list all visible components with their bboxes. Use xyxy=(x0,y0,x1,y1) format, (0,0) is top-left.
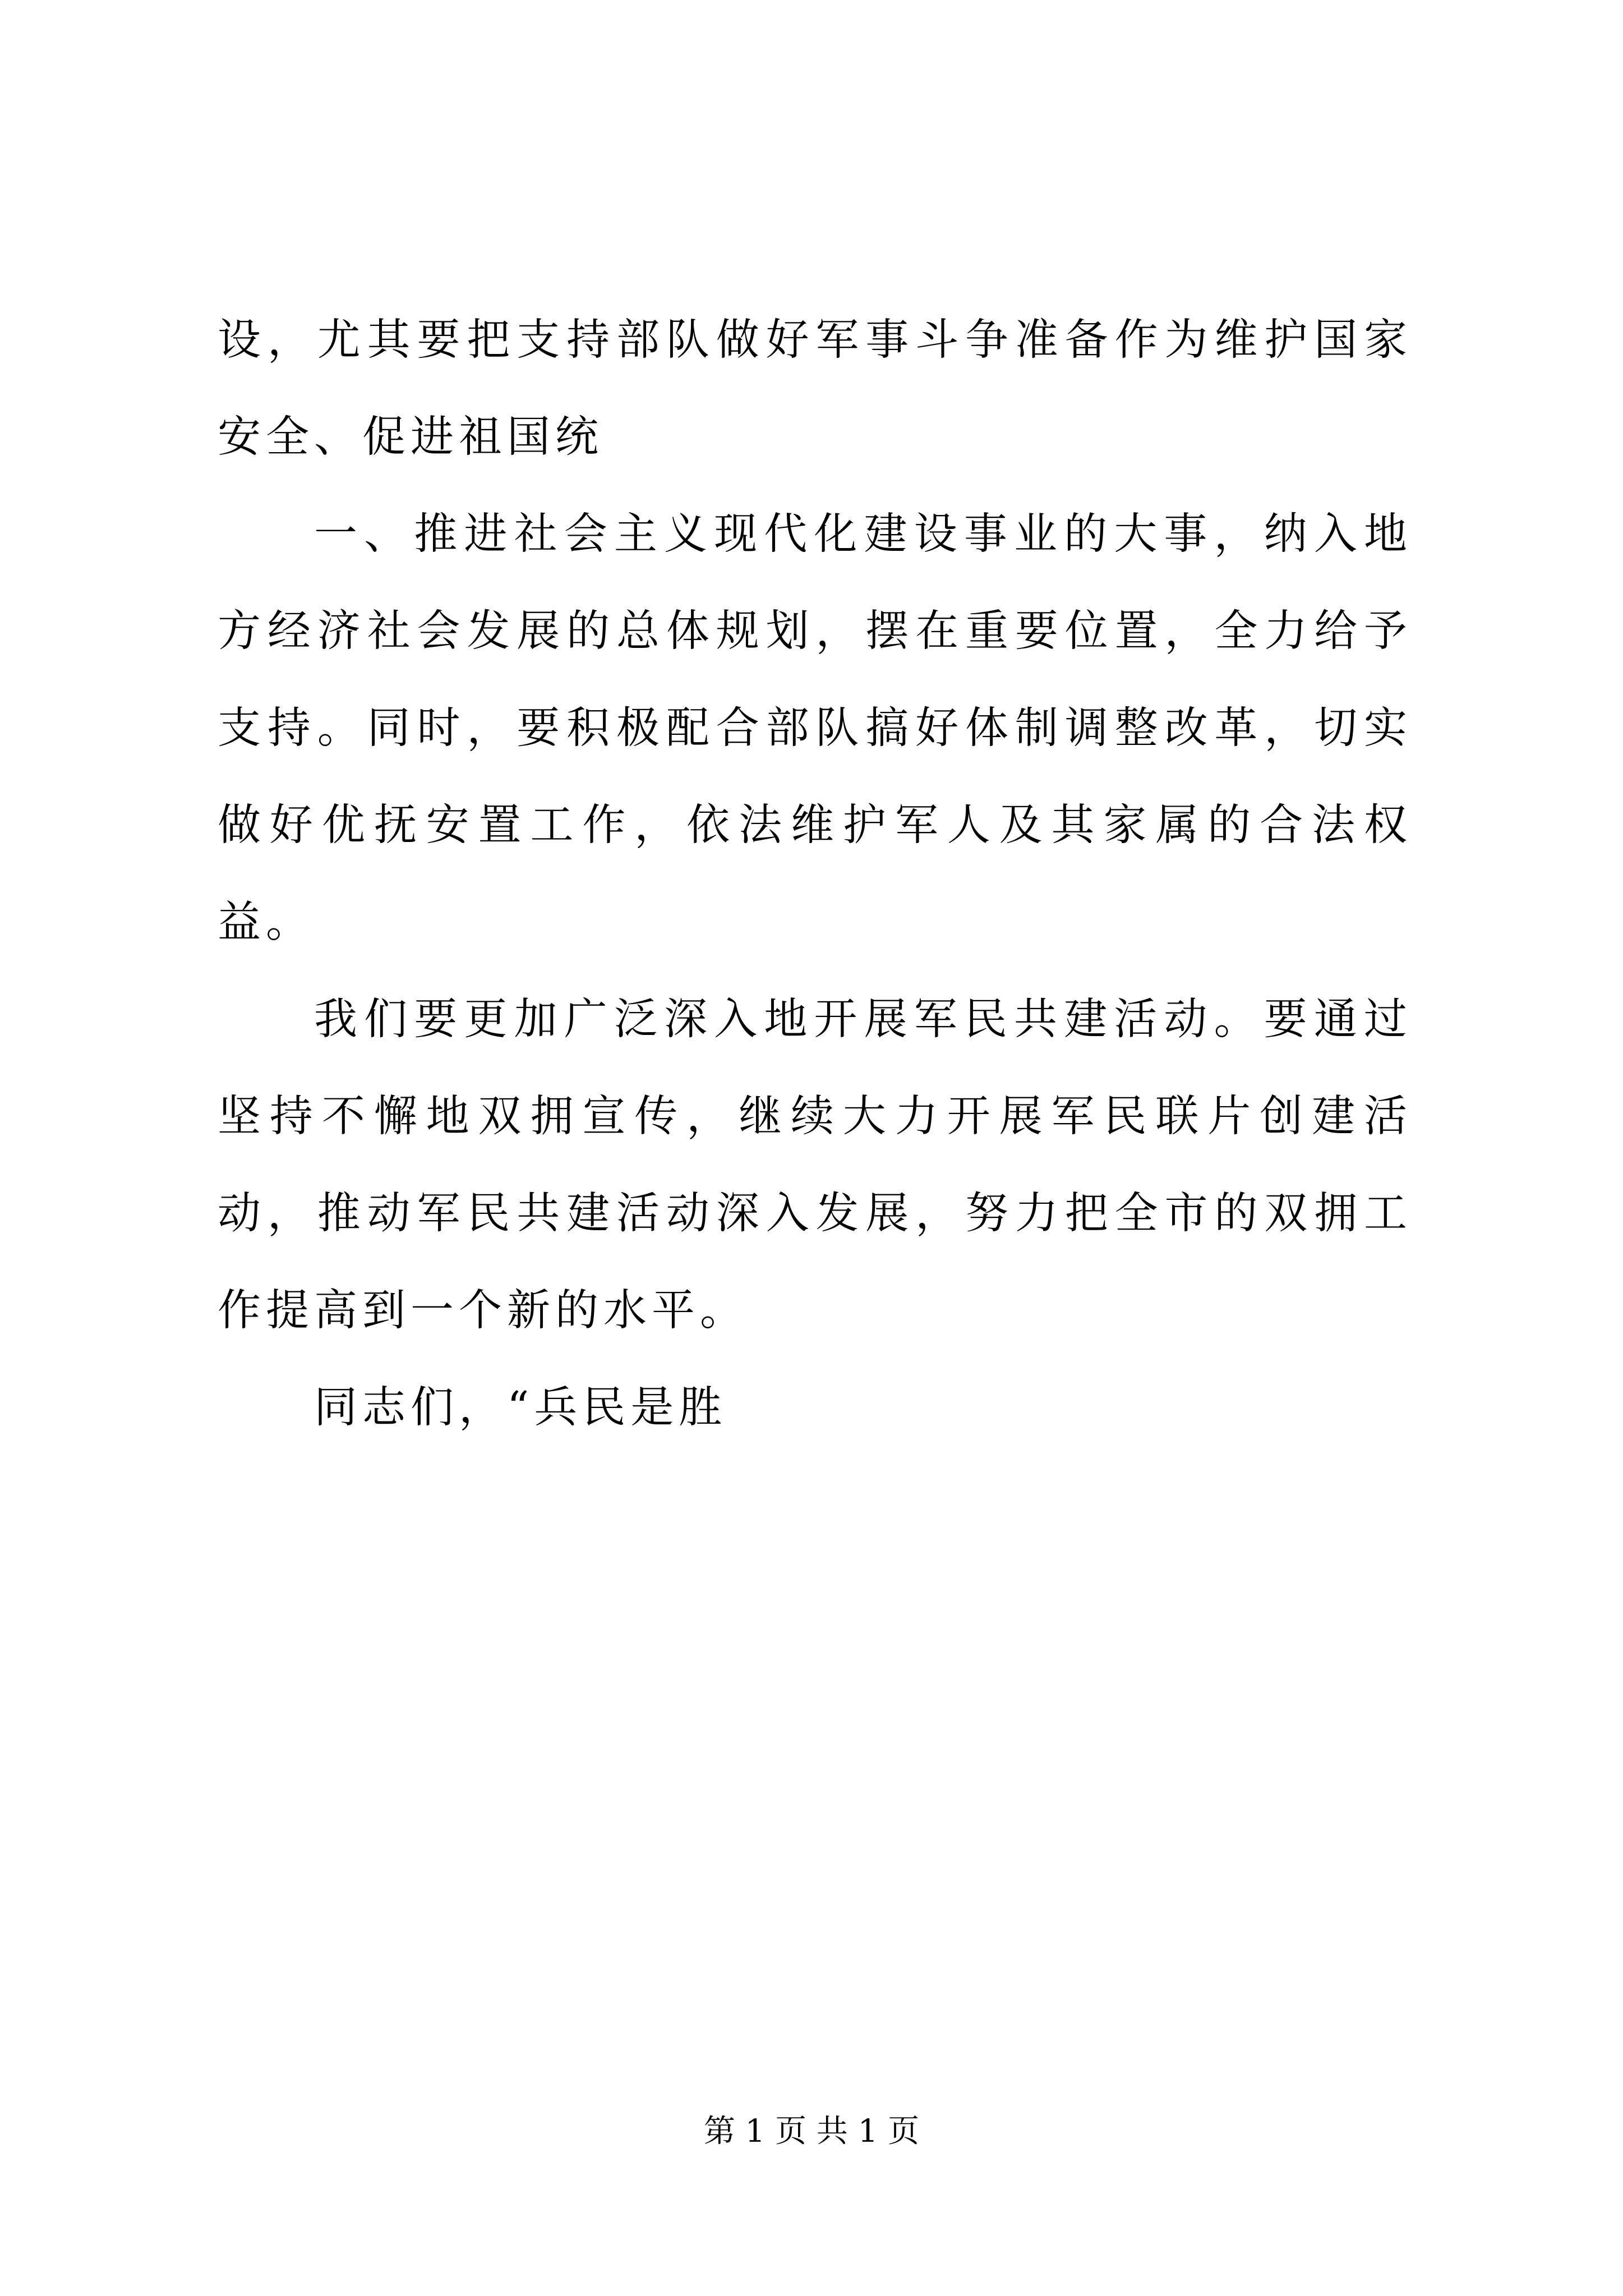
paragraph-2: 一、推进社会主义现代化建设事业的大事，纳入地方经济社会发展的总体规划，摆在重要位置，全力给予支持。同时，要积极配合部队搞好体制调整改革，切实做好优抚安置工作，依法维护军人及其家属的合法权益。 xyxy=(218,509,1412,947)
paragraph-1: 设，尤其要把支持部队做好军事斗争准备作为维护国家安全、促进祖国统 xyxy=(218,315,1412,462)
paragraph-4: 同志们，“兵民是胜 xyxy=(314,1383,727,1433)
document-body xyxy=(218,292,1412,1456)
page-footer: 第 1 页 共 1 页 xyxy=(703,2113,920,2150)
paragraph-3: 我们要更加广泛深入地开展军民共建活动。要通过坚持不懈地双拥宣传，继续大力开展军民联片创建活动，推动军民共建活动深入发展，努力把全市的双拥工作提高到一个新的水平。 xyxy=(218,995,1412,1336)
